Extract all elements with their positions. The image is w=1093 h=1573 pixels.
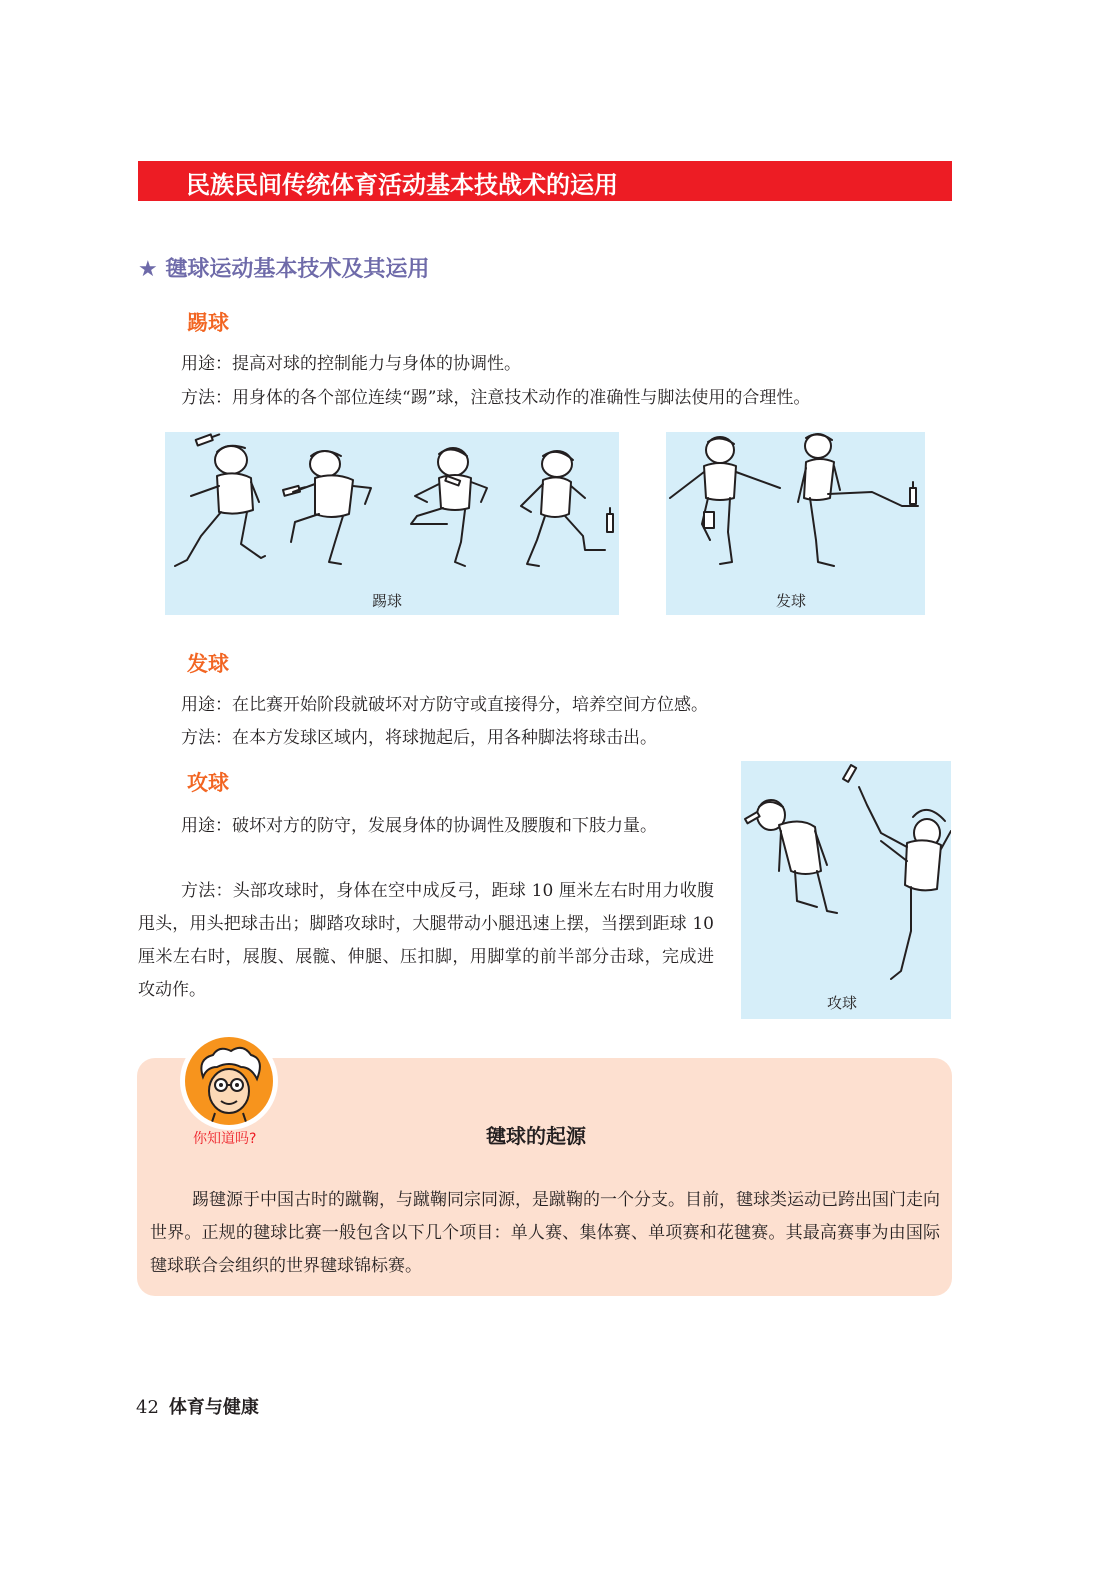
- serve-illustration: [666, 432, 925, 582]
- kick-method: 方法：用身体的各个部位连续“踢”球，注意技术动作的准确性与脚法使用的合理性。: [181, 388, 811, 408]
- did-you-know-label: 你知道吗?: [193, 1131, 257, 1147]
- kicker-player-figure: [843, 765, 951, 979]
- chapter-banner: [138, 161, 952, 201]
- page-footer: [136, 1393, 259, 1419]
- attack-caption: 攻球: [827, 994, 858, 1012]
- player-figure-4: [521, 451, 613, 566]
- avatar-frame: [180, 1032, 278, 1130]
- kick-illustration: [165, 432, 619, 582]
- serve-usage: 用途：在比赛开始阶段就破坏对方防守或直接得分，培养空间方位感。: [181, 695, 708, 715]
- did-you-know-text: 踢毽源于中国古时的蹴鞠，与蹴鞠同宗同源，是蹴鞠的一个分支。目前，毽球类运动已跨出国门走向世界。正规的毽球比赛一般包含以下几个项目：单人赛、集体赛、单项赛和花毽赛。其最高赛事为由国际毽球联合会组织的世界毽球锦标赛。: [150, 1190, 940, 1276]
- kick-usage: 用途：提高对球的控制能力与身体的协调性。: [181, 354, 521, 374]
- page-number: 42: [136, 1397, 159, 1418]
- book-title: 体育与健康: [168, 1397, 259, 1418]
- attack-heading: 攻球: [187, 771, 229, 795]
- attack-illustration: [741, 761, 951, 991]
- did-you-know-title: 毽球的起源: [486, 1124, 586, 1148]
- chapter-title: 民族民间传统体育活动基本技战术的运用: [186, 171, 618, 199]
- attack-usage: 用途：破坏对方的防守，发展身体的协调性及腰腹和下肢力量。: [181, 816, 657, 836]
- serve-caption: 发球: [776, 592, 807, 610]
- kick-heading: 踢球: [187, 311, 229, 335]
- server-figure-1: [670, 437, 780, 564]
- professor-face-icon: [185, 1037, 273, 1125]
- kick-caption: 踢球: [372, 592, 403, 610]
- player-figure-2: [291, 451, 371, 564]
- shuttlecock-icon: [196, 432, 221, 446]
- section-heading: ★ 毽球运动基本技术及其运用: [138, 257, 430, 282]
- player-figure-3: [411, 448, 487, 566]
- professor-avatar: [185, 1037, 273, 1125]
- server-figure-2: [798, 434, 918, 566]
- attack-figure-panel: [741, 761, 951, 1019]
- attack-method: 方法：头部攻球时，身体在空中成反弓，距球 10 厘米左右时用力收腹甩头，用头把球击出；脚踏攻球时，大腿带动小腿迅速上摆，当摆到距球 10 厘米左右时，展腹、展髋、伸腿、压扣脚，用脚掌的前半部分击球，完成进攻动作。: [138, 881, 714, 1000]
- player-figure-1: [175, 446, 265, 566]
- serve-method: 方法：在本方发球区域内，将球抛起后，用各种脚法将球击出。: [181, 728, 657, 748]
- kick-figure-panel: [165, 432, 619, 615]
- serve-heading: 发球: [187, 652, 229, 676]
- serve-figure-panel: [666, 432, 925, 615]
- header-player-figure: [745, 800, 837, 913]
